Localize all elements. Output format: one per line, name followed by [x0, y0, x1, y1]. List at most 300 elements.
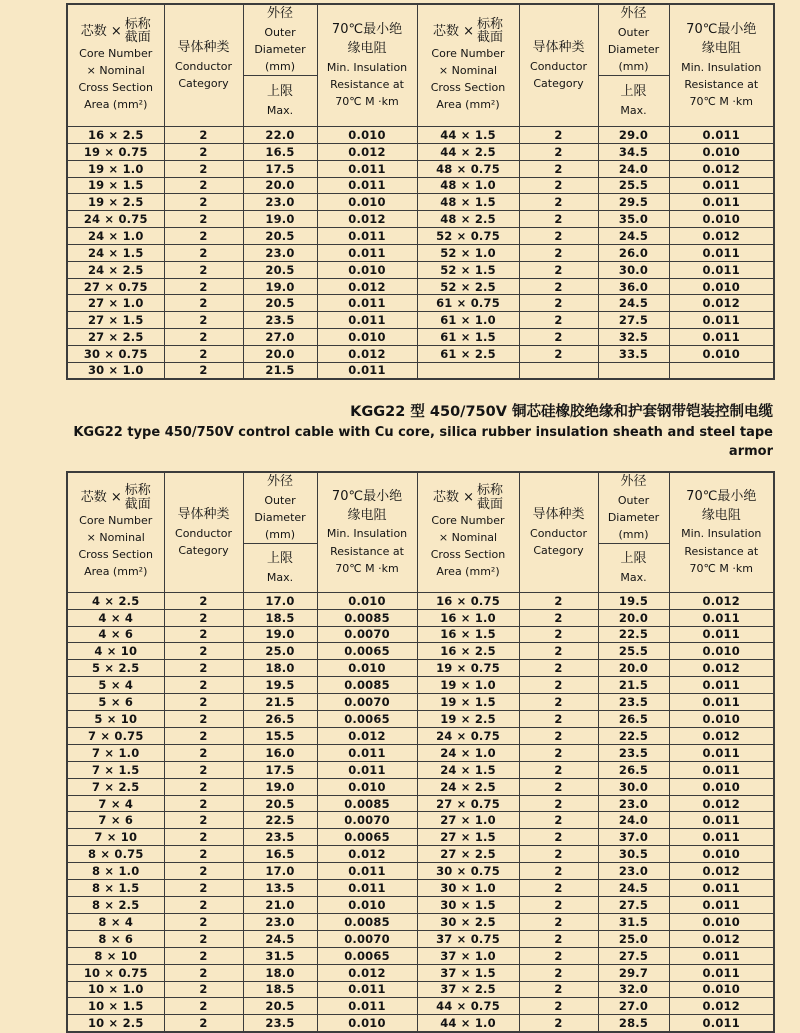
table-cell: 8 × 0.75 — [67, 846, 164, 863]
core-header-en-line4: Area (mm²) — [84, 98, 148, 112]
table-cell: 2 — [164, 329, 243, 346]
table-cell: 0.011 — [669, 964, 774, 981]
table-cell: 0.011 — [317, 981, 417, 998]
table-row — [67, 228, 774, 245]
ir-header-en-line3: 70℃ M ·km — [335, 94, 399, 108]
table-cell: 10 × 0.75 — [67, 964, 164, 981]
od-header-en-line2: Diameter — [254, 510, 306, 524]
table-cell: 0.011 — [317, 761, 417, 778]
table-cell: 2 — [164, 812, 243, 829]
table-cell: 2 — [519, 312, 598, 329]
table-cell: 2 — [519, 211, 598, 228]
table-cell: 2 — [519, 609, 598, 626]
core-header-en-line4: Area (mm²) — [436, 98, 500, 112]
core-header-cn: 芯数 × 标称 截面 — [432, 483, 504, 513]
od-max-cn: 上限 — [620, 84, 647, 100]
table-cell: 2 — [519, 626, 598, 643]
table-cell: 0.011 — [669, 829, 774, 846]
core-header-en-line3: Cross Section — [78, 81, 154, 95]
table-cell: 27 × 1.5 — [67, 312, 164, 329]
core-header-en-line4: Area (mm²) — [436, 564, 500, 578]
table-cell: 2 — [164, 177, 243, 194]
ir-header-cn-line2: 缘电阻 — [347, 507, 387, 523]
table-cell: 2 — [519, 829, 598, 846]
table-cell: 24.0 — [598, 812, 669, 829]
table-cell: 10 × 2.5 — [67, 1015, 164, 1032]
table-cell: 0.010 — [669, 981, 774, 998]
table-cell: 0.010 — [317, 897, 417, 914]
col-header-od-max — [598, 543, 669, 592]
table-row — [67, 194, 774, 211]
table-cell: 24 × 0.75 — [67, 211, 164, 228]
col-header-outer-diameter — [243, 4, 317, 75]
col-header-outer-diameter — [598, 4, 669, 75]
table-cell: 2 — [519, 744, 598, 761]
table-cell: 19 × 1.5 — [417, 694, 519, 711]
od-max-cn: 上限 — [266, 84, 293, 100]
table-cell: 0.012 — [317, 345, 417, 362]
table-cell: 0.012 — [669, 592, 774, 609]
table-cell: 2 — [164, 643, 243, 660]
table-row — [67, 312, 774, 329]
col-header-od-max — [243, 75, 317, 126]
core-header-en-line3: Cross Section — [78, 547, 154, 561]
table-cell: 21.5 — [243, 362, 317, 379]
table-cell: 0.0085 — [317, 913, 417, 930]
table-cell: 0.011 — [669, 312, 774, 329]
table-cell: 2 — [519, 677, 598, 694]
table-cell: 4 × 4 — [67, 609, 164, 626]
table-cell: 29.7 — [598, 964, 669, 981]
table-cell: 0.011 — [669, 744, 774, 761]
core-header-en-line2: × Nominal — [438, 64, 498, 78]
table-cell: 2 — [164, 244, 243, 261]
table-cell: 31.5 — [243, 947, 317, 964]
table-cell: 2 — [164, 913, 243, 930]
col-header-od-max — [598, 75, 669, 126]
table-cell: 20.5 — [243, 998, 317, 1015]
table-cell: 0.012 — [669, 863, 774, 880]
table-row — [67, 609, 774, 626]
table-cell: 0.012 — [317, 211, 417, 228]
table-cell: 24 × 1.0 — [67, 228, 164, 245]
table-cell: 24.0 — [598, 160, 669, 177]
table-cell: 20.0 — [243, 177, 317, 194]
ir-header-en-line2: Resistance at — [684, 544, 759, 558]
table-row — [67, 126, 774, 143]
conductor-header-en-line1: Conductor — [175, 526, 232, 540]
od-header-cn: 外径 — [266, 6, 293, 21]
table-cell: 8 × 6 — [67, 930, 164, 947]
core-header-cn: 芯数 × 标称 截面 — [80, 483, 151, 513]
table-cell: 17.5 — [243, 761, 317, 778]
table-cell: 26.5 — [243, 711, 317, 728]
ir-header-en-line2: Resistance at — [330, 77, 404, 91]
table-cell: 8 × 10 — [67, 947, 164, 964]
table-cell: 0.010 — [317, 261, 417, 278]
ir-header-en-line3: 70℃ M ·km — [689, 561, 753, 575]
table-cell: 2 — [519, 126, 598, 143]
table-cell: 0.011 — [669, 761, 774, 778]
table-cell: 19.5 — [598, 592, 669, 609]
col-header-insulation-resistance — [317, 472, 417, 592]
od-header-en-line3: (mm) — [264, 527, 295, 541]
table-cell: 2 — [519, 143, 598, 160]
table-cell: 23.0 — [243, 913, 317, 930]
table-cell: 0.0065 — [317, 947, 417, 964]
table-cell: 22.5 — [598, 727, 669, 744]
table-row — [67, 592, 774, 609]
table-cell: 0.011 — [669, 1015, 774, 1032]
table-cell: 0.0070 — [317, 694, 417, 711]
od-header-en-line2: Diameter — [607, 510, 660, 524]
table-row — [67, 711, 774, 728]
table-row — [67, 863, 774, 880]
table-cell: 2 — [519, 244, 598, 261]
table-cell: 24 × 1.5 — [67, 244, 164, 261]
table-cell: 16 × 2.5 — [417, 643, 519, 660]
table-cell: 0.012 — [317, 846, 417, 863]
table-cell: 21.5 — [243, 694, 317, 711]
col-header-conductor-category — [519, 4, 598, 126]
core-header-en-line1: Core Number — [431, 513, 505, 527]
table-cell: 0.012 — [669, 998, 774, 1015]
table-cell: 19 × 1.0 — [417, 677, 519, 694]
table-row — [67, 643, 774, 660]
table-cell: 0.011 — [669, 177, 774, 194]
table-cell: 0.0070 — [317, 626, 417, 643]
table-cell: 2 — [519, 913, 598, 930]
table-cell: 25.5 — [598, 643, 669, 660]
table-cell: 2 — [164, 795, 243, 812]
table-cell: 20.5 — [243, 261, 317, 278]
table-cell: 7 × 4 — [67, 795, 164, 812]
table-cell: 18.5 — [243, 981, 317, 998]
table-cell: 19.0 — [243, 778, 317, 795]
table-cell: 27 × 1.0 — [67, 295, 164, 312]
table-cell: 19.5 — [243, 677, 317, 694]
table-cell: 0.011 — [669, 812, 774, 829]
table-cell: 30.0 — [598, 778, 669, 795]
table-cell: 30 × 1.0 — [67, 362, 164, 379]
table-cell: 0.012 — [669, 795, 774, 812]
table-cell: 52 × 0.75 — [417, 228, 519, 245]
table-cell: 24 × 2.5 — [67, 261, 164, 278]
table-cell: 17.0 — [243, 863, 317, 880]
table-cell: 19.0 — [243, 278, 317, 295]
table-cell: 26.5 — [598, 711, 669, 728]
table-cell: 10 × 1.0 — [67, 981, 164, 998]
table-cell: 2 — [519, 998, 598, 1015]
table-cell: 2 — [164, 829, 243, 846]
table-row — [67, 345, 774, 362]
table-cell: 0.010 — [317, 778, 417, 795]
section-title-chinese: KGG22 型 450/750V 铜芯硅橡胶绝缘和护套钢带铠装控制电缆 — [350, 404, 773, 421]
table-row — [67, 964, 774, 981]
od-header-en-line3: (mm) — [618, 527, 649, 541]
od-max-en: Max. — [266, 570, 294, 584]
table-cell: 37.0 — [598, 829, 669, 846]
table-cell: 61 × 0.75 — [417, 295, 519, 312]
table-cell: 2 — [164, 677, 243, 694]
table-row — [67, 694, 774, 711]
table-row — [67, 143, 774, 160]
table-cell: 0.012 — [669, 228, 774, 245]
core-header-en-line3: Cross Section — [430, 547, 506, 561]
table-cell: 0.011 — [669, 947, 774, 964]
table-row — [67, 880, 774, 897]
table-cell: 37 × 1.5 — [417, 964, 519, 981]
table-cell: 31.5 — [598, 913, 669, 930]
table-cell: 30.5 — [598, 846, 669, 863]
table-cell: 2 — [519, 592, 598, 609]
table-cell: 30 × 1.0 — [417, 880, 519, 897]
table-cell: 2 — [519, 660, 598, 677]
table-cell: 28.5 — [598, 1015, 669, 1032]
table-cell: 7 × 1.0 — [67, 744, 164, 761]
table-cell: 0.010 — [669, 913, 774, 930]
table-cell: 2 — [164, 278, 243, 295]
table-cell: 24.5 — [243, 930, 317, 947]
od-max-cn: 上限 — [266, 550, 293, 566]
table-row — [67, 677, 774, 694]
table-cell: 7 × 1.5 — [67, 761, 164, 778]
col-header-conductor-category — [519, 472, 598, 592]
table-cell: 5 × 10 — [67, 711, 164, 728]
col-header-core-number — [417, 472, 519, 592]
table-cell: 0.011 — [669, 244, 774, 261]
od-header-en-line1: Outer — [617, 493, 650, 507]
table-cell: 0.011 — [669, 897, 774, 914]
col-header-insulation-resistance — [669, 472, 774, 592]
table-cell: 2 — [519, 880, 598, 897]
table-cell: 2 — [519, 964, 598, 981]
table-cell: 2 — [519, 947, 598, 964]
table-cell: 61 × 2.5 — [417, 345, 519, 362]
table-cell: 23.0 — [598, 795, 669, 812]
table-row — [67, 981, 774, 998]
table-cell: 27 × 2.5 — [417, 846, 519, 863]
table-cell: 19 × 0.75 — [67, 143, 164, 160]
table-cell: 16 × 1.0 — [417, 609, 519, 626]
table-row — [67, 761, 774, 778]
table-row — [67, 930, 774, 947]
table-cell: 30 × 0.75 — [417, 863, 519, 880]
table-cell: 23.5 — [598, 744, 669, 761]
table-cell: 27.0 — [598, 998, 669, 1015]
table-cell: 17.5 — [243, 160, 317, 177]
core-header-en-line2: × Nominal — [86, 530, 145, 544]
table-cell: 16.0 — [243, 744, 317, 761]
conductor-header-cn: 导体种类 — [532, 40, 585, 56]
col-header-outer-diameter — [243, 472, 317, 543]
table-cell: 24.5 — [598, 880, 669, 897]
table-cell: 27 × 2.5 — [67, 329, 164, 346]
table-cell: 19.0 — [243, 211, 317, 228]
table-row — [67, 829, 774, 846]
table-cell: 2 — [164, 345, 243, 362]
table-cell: 27 × 0.75 — [67, 278, 164, 295]
core-header-en-line1: Core Number — [79, 47, 153, 61]
spec-table-upper — [66, 3, 775, 380]
table-cell: 2 — [519, 897, 598, 914]
table-cell: 2 — [519, 177, 598, 194]
ir-header-en-line1: Min. Insulation — [326, 527, 408, 541]
table-cell: 23.0 — [243, 244, 317, 261]
table-cell — [598, 362, 669, 379]
table-row — [67, 295, 774, 312]
col-header-od-max — [243, 543, 317, 592]
col-header-conductor-category — [164, 472, 243, 592]
document-page — [0, 3, 800, 1031]
table-cell: 0.012 — [669, 160, 774, 177]
table-cell: 0.012 — [669, 295, 774, 312]
table-cell: 2 — [164, 160, 243, 177]
table-cell: 0.0065 — [317, 711, 417, 728]
table-cell: 4 × 2.5 — [67, 592, 164, 609]
ir-header-en-line3: 70℃ M ·km — [335, 561, 399, 575]
table-cell: 23.0 — [598, 863, 669, 880]
table-cell: 5 × 4 — [67, 677, 164, 694]
table-row — [67, 278, 774, 295]
od-header-en-line3: (mm) — [618, 59, 649, 73]
od-header-en-line1: Outer — [264, 493, 296, 507]
core-header-en-line2: × Nominal — [86, 64, 145, 78]
table-cell: 33.5 — [598, 345, 669, 362]
table-cell: 19.0 — [243, 626, 317, 643]
table-cell: 2 — [519, 1015, 598, 1032]
table-cell: 48 × 0.75 — [417, 160, 519, 177]
table-cell: 16 × 2.5 — [67, 126, 164, 143]
table-cell: 0.010 — [317, 1015, 417, 1032]
table-cell: 0.011 — [317, 228, 417, 245]
ir-header-en-line2: Resistance at — [330, 544, 404, 558]
table-cell: 2 — [519, 930, 598, 947]
table-cell: 24.5 — [598, 295, 669, 312]
table-row — [67, 812, 774, 829]
table-cell: 61 × 1.5 — [417, 329, 519, 346]
table-cell: 0.011 — [669, 626, 774, 643]
table-row — [67, 244, 774, 261]
table-cell: 0.0085 — [317, 609, 417, 626]
table-cell — [519, 362, 598, 379]
table-cell: 19 × 1.5 — [67, 177, 164, 194]
col-header-conductor-category — [164, 4, 243, 126]
table-cell: 0.011 — [317, 744, 417, 761]
table-cell: 2 — [519, 643, 598, 660]
table-cell: 2 — [519, 846, 598, 863]
table-cell: 5 × 6 — [67, 694, 164, 711]
ir-header-cn-line1: 70℃最小绝 — [331, 22, 403, 38]
conductor-header-en-line1: Conductor — [530, 59, 587, 73]
od-max-en: Max. — [620, 570, 647, 584]
table-cell: 52 × 1.0 — [417, 244, 519, 261]
core-header-cn: 芯数 × 标称 截面 — [432, 16, 504, 46]
table-cell: 2 — [164, 592, 243, 609]
table-cell: 2 — [519, 194, 598, 211]
table-cell: 20.5 — [243, 795, 317, 812]
table-cell: 61 × 1.0 — [417, 312, 519, 329]
core-header-cn: 芯数 × 标称 截面 — [80, 16, 151, 46]
table-cell: 35.0 — [598, 211, 669, 228]
col-header-insulation-resistance — [317, 4, 417, 126]
table-cell: 2 — [164, 863, 243, 880]
conductor-header-en-line2: Category — [533, 76, 584, 90]
col-header-insulation-resistance — [669, 4, 774, 126]
table-cell: 0.0070 — [317, 930, 417, 947]
ir-header-cn-line1: 70℃最小绝 — [686, 22, 757, 38]
table-row — [67, 897, 774, 914]
table-cell: 22.0 — [243, 126, 317, 143]
table-cell: 2 — [519, 795, 598, 812]
table-cell: 13.5 — [243, 880, 317, 897]
table-row — [67, 778, 774, 795]
table-cell: 2 — [164, 312, 243, 329]
table-cell: 2 — [164, 846, 243, 863]
table-cell: 0.011 — [317, 295, 417, 312]
table-row — [67, 913, 774, 930]
table-cell: 24 × 0.75 — [417, 727, 519, 744]
table-cell: 2 — [164, 228, 243, 245]
table-cell: 0.011 — [669, 609, 774, 626]
od-header-en-line1: Outer — [264, 25, 296, 39]
table-cell: 20.5 — [243, 295, 317, 312]
table-cell: 2 — [164, 126, 243, 143]
table-cell: 18.0 — [243, 964, 317, 981]
col-header-core-number — [67, 472, 164, 592]
od-max-en: Max. — [620, 103, 647, 117]
table-cell: 27.5 — [598, 312, 669, 329]
table-cell: 0.011 — [317, 880, 417, 897]
table-cell: 25.0 — [598, 930, 669, 947]
table-cell: 21.0 — [243, 897, 317, 914]
table-row — [67, 329, 774, 346]
table-row — [67, 261, 774, 278]
table-cell: 24 × 1.5 — [417, 761, 519, 778]
table-cell: 0.010 — [317, 194, 417, 211]
table-cell: 30.0 — [598, 261, 669, 278]
table-cell: 10 × 1.5 — [67, 998, 164, 1015]
table-cell: 7 × 10 — [67, 829, 164, 846]
table-cell: 27 × 1.0 — [417, 812, 519, 829]
table-cell: 0.012 — [317, 143, 417, 160]
table-cell: 0.0085 — [317, 795, 417, 812]
table-cell: 2 — [519, 863, 598, 880]
table-cell: 48 × 2.5 — [417, 211, 519, 228]
table-cell: 30 × 0.75 — [67, 345, 164, 362]
table-cell: 0.010 — [317, 329, 417, 346]
table-cell: 4 × 6 — [67, 626, 164, 643]
table-cell: 52 × 2.5 — [417, 278, 519, 295]
table-cell: 19 × 1.0 — [67, 160, 164, 177]
table-cell: 22.5 — [243, 812, 317, 829]
table-cell: 0.011 — [317, 244, 417, 261]
table-cell: 30 × 2.5 — [417, 913, 519, 930]
table-cell: 0.012 — [669, 727, 774, 744]
table-cell: 0.010 — [317, 592, 417, 609]
table-cell: 48 × 1.0 — [417, 177, 519, 194]
table-cell: 32.0 — [598, 981, 669, 998]
table-cell: 0.010 — [317, 126, 417, 143]
table-cell: 19 × 2.5 — [417, 711, 519, 728]
table-cell: 44 × 2.5 — [417, 143, 519, 160]
table-cell: 0.012 — [317, 278, 417, 295]
table-cell: 22.5 — [598, 626, 669, 643]
table-cell: 44 × 1.0 — [417, 1015, 519, 1032]
table-cell: 2 — [164, 981, 243, 998]
conductor-header-cn: 导体种类 — [177, 506, 230, 522]
table-cell: 0.011 — [669, 126, 774, 143]
